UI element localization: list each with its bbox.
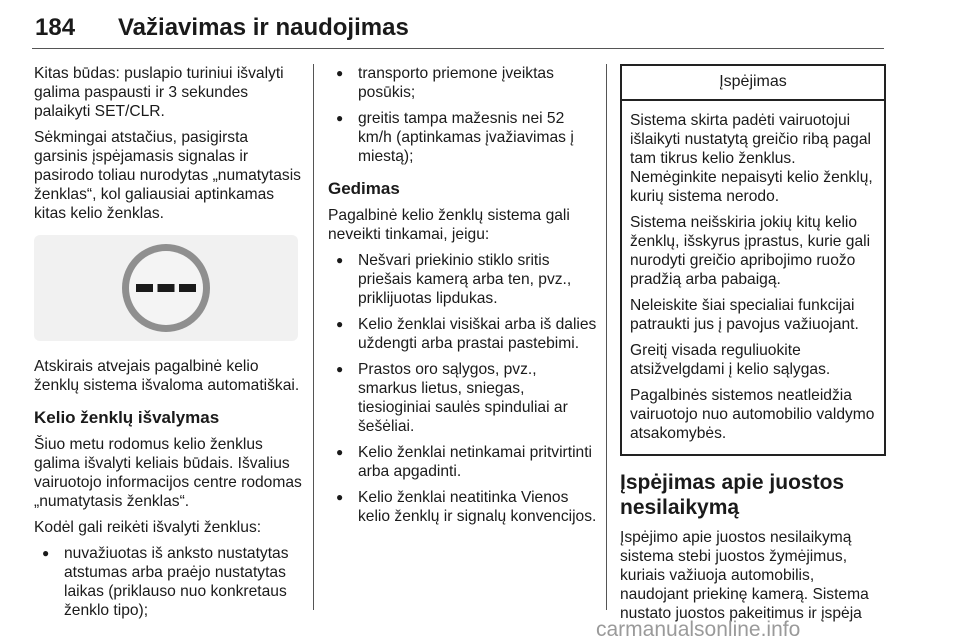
clear-reasons-list-continued [328,64,598,166]
list-item: ● Kelio ženklai visiškai arba iš dalies uždengti arba prastai pastebimi. [328,315,598,353]
warning-box [620,64,886,456]
clear-reasons-list [34,544,302,620]
list-item: ● Prastos oro sąlygos, pvz., smarkus lietus, sniegas, tiesioginiai saulės spinduliai ar šešėliai. [328,360,598,436]
warning-body [622,101,884,454]
paragraph-reset-signal: Sėkmingai atstačius, pasigirsta garsinis įspėjamasis signalas ir pasirodo toliau nurodytas „numatytasis ženklas“, kol galiausiai aptinkamas kitas kelio ženklas. [34,129,301,222]
list-item: ● greitis tampa mažesnis nei 52 km/h (aptinkamas įvažiavimas į miestą); [328,109,598,166]
page-number: 184 [35,14,76,41]
column-middle [328,64,598,533]
paragraph-lane-departure: Įspėjimo apie juostos nesilaikymą sistema stebi juostos žymėjimus, kuriais važiuoja automobilis, naudojant priekinę kamerą. Sistema nustato juostos pakeitimus ir įspėja [620,529,869,622]
header-divider [32,48,884,49]
watermark: carmanualsonline.info [596,618,801,641]
paragraph-clear-alt: Kitas būdas: puslapio turiniui išvalyti galima paspausti ir 3 sekundes palaikyti SET/CLR. [34,65,284,120]
list-item: ● Kelio ženklai netinkamai pritvirtinti arba apgadinti. [328,443,598,481]
list-item: ● Kelio ženklai neatitinka Vienos kelio ženklų ir signalų konvencijos. [328,488,598,526]
warning-paragraph: Neleiskite šiai specialiai funkcijai patraukti jus į pavojus važiuojant. [630,297,859,333]
section-heading-sign-clearing: Kelio ženklų išvalymas [34,408,220,427]
malfunction-list [328,251,598,526]
page-header [32,8,884,44]
column-left [34,64,302,627]
warning-paragraph: Sistema neišskiria jokių kitų kelio ženklų, išskyrus įprastus, kurie gali nurodyti greičio apribojimo ruožo pradžią arba pabaigą. [630,214,871,288]
list-item: ● transporto priemone įveiktas posūkis; [328,64,598,102]
end-of-restriction-sign-icon [116,239,216,337]
paragraph-malfunction-intro: Pagalbinė kelio ženklų sistema gali neveikti tinkamai, jeigu: [328,207,570,243]
column-divider [313,64,314,610]
warning-title: Įspėjimas [622,66,884,101]
paragraph-clear-ways: Šiuo metu rodomus kelio ženklus galima išvalyti keliais būdais. Išvalius vairuotojo informacijos centre rodomas „numatytasis ženklas“. [34,436,302,510]
warning-paragraph: Pagalbinės sistemos neatleidžia vairuotojo nuo automobilio valdymo atsakomybės. [630,387,875,442]
default-sign-illustration [34,235,298,341]
warning-paragraph: Greitį visada reguliuokite atsižvelgdami į kelio sąlygas. [630,342,831,378]
list-item: ● Nešvari priekinio stiklo sritis priešais kamerą arba ten, pvz., priklijuotas lipdukas. [328,251,598,308]
section-heading-malfunction: Gedimas [328,179,400,198]
list-item: ● nuvažiuotas iš anksto nustatytas atstumas arba praėjo nustatytas laikas (priklauso nuo konkretaus ženklo tipo); [34,544,302,620]
warning-paragraph: Sistema skirta padėti vairuotojui išlaikyti nustatytą greičio ribą pagal tam tikrus kelio ženklus. Nemėginkite nepaisyti kelio ženklų, kurių sistema nerodo. [630,112,873,205]
column-right [620,64,886,630]
section-heading-lane-departure: Įspėjimas apie juostos nesilaikymą [620,471,845,519]
running-title: Važiavimas ir naudojimas [118,14,409,41]
column-divider [606,64,607,610]
paragraph-clear-reasons: Kodėl gali reikėti išvalyti ženklus: [34,519,262,536]
paragraph-auto-clear: Atskirais atvejais pagalbinė kelio ženklų sistema išvaloma automatiškai. [34,358,300,394]
